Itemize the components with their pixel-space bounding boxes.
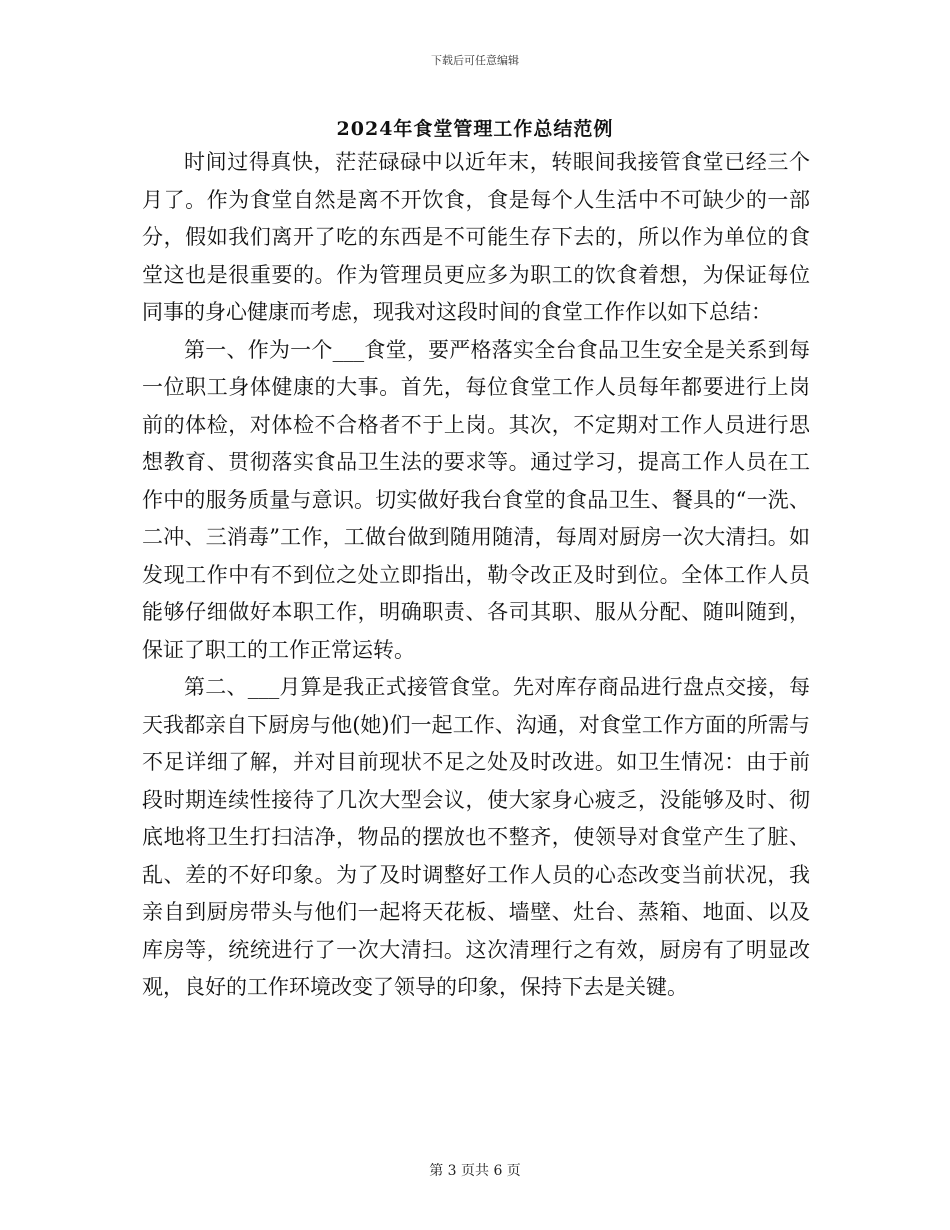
paragraph-intro: 时间过得真快，茫茫碌碌中以近年末，转眼间我接管食堂已经三个月了。作为食堂自然是离不开饮食，食是每个人生活中不可缺少的一部分，假如我们离开了吃的东西是不可能生存下去的，所以作为单位的食堂这也是很重要的。作为管理员更应多为职工的饮食着想，为保证每位同事的身心健康而考虑，现我对这段时间的食堂工作作以如下总结： bbox=[142, 150, 810, 324]
page-number: 第 3 页共 6 页 bbox=[429, 1163, 521, 1179]
page-header: 下载后可任意编辑 bbox=[431, 54, 519, 67]
document-body bbox=[142, 144, 810, 1007]
paragraph-second-point: 第二、___月算是我正式接管食堂。先对库存商品进行盘点交接，每天我都亲自下厨房与他(她)们一起工作、沟通，对食堂工作方面的所需与不足详细了解，并对目前现状不足之处及时改进。如卫生情况：由于前段时期连续性接待了几次大型会议，使大家身心疲乏，没能够及时、彻底地将卫生打扫洁净，物品的摆放也不整齐，使领导对食堂产生了脏、乱、差的不好印象。为了及时调整好工作人员的心态改变当前状况，我亲自到厨房带头与他们一起将天花板、墙壁、灶台、蒸箱、地面、以及库房等，统统进行了一次大清扫。这次清理行之有效，厨房有了明显改观，良好的工作环境改变了领导的印象，保持下去是关键。 bbox=[142, 675, 810, 999]
paragraph-first-point: 第一、作为一个___食堂，要严格落实全台食品卫生安全是关系到每一位职工身体健康的大事。首先，每位食堂工作人员每年都要进行上岗前的体检，对体检不合格者不于上岗。其次，不定期对工作人员进行思想教育、贯彻落实食品卫生法的要求等。通过学习，提高工作人员在工作中的服务质量与意识。切实做好我台食堂的食品卫生、餐具的“一洗、二冲、三消毒”工作，工做台做到随用随清，每周对厨房一次大清扫。如发现工作中有不到位之处立即指出，勒令改正及时到位。全体工作人员能够仔细做好本职工作，明确职责、各司其职、服从分配、随叫随到，保证了职工的工作正常运转。 bbox=[142, 337, 810, 662]
document-title: 2024年食堂管理工作总结范例 bbox=[336, 118, 614, 140]
